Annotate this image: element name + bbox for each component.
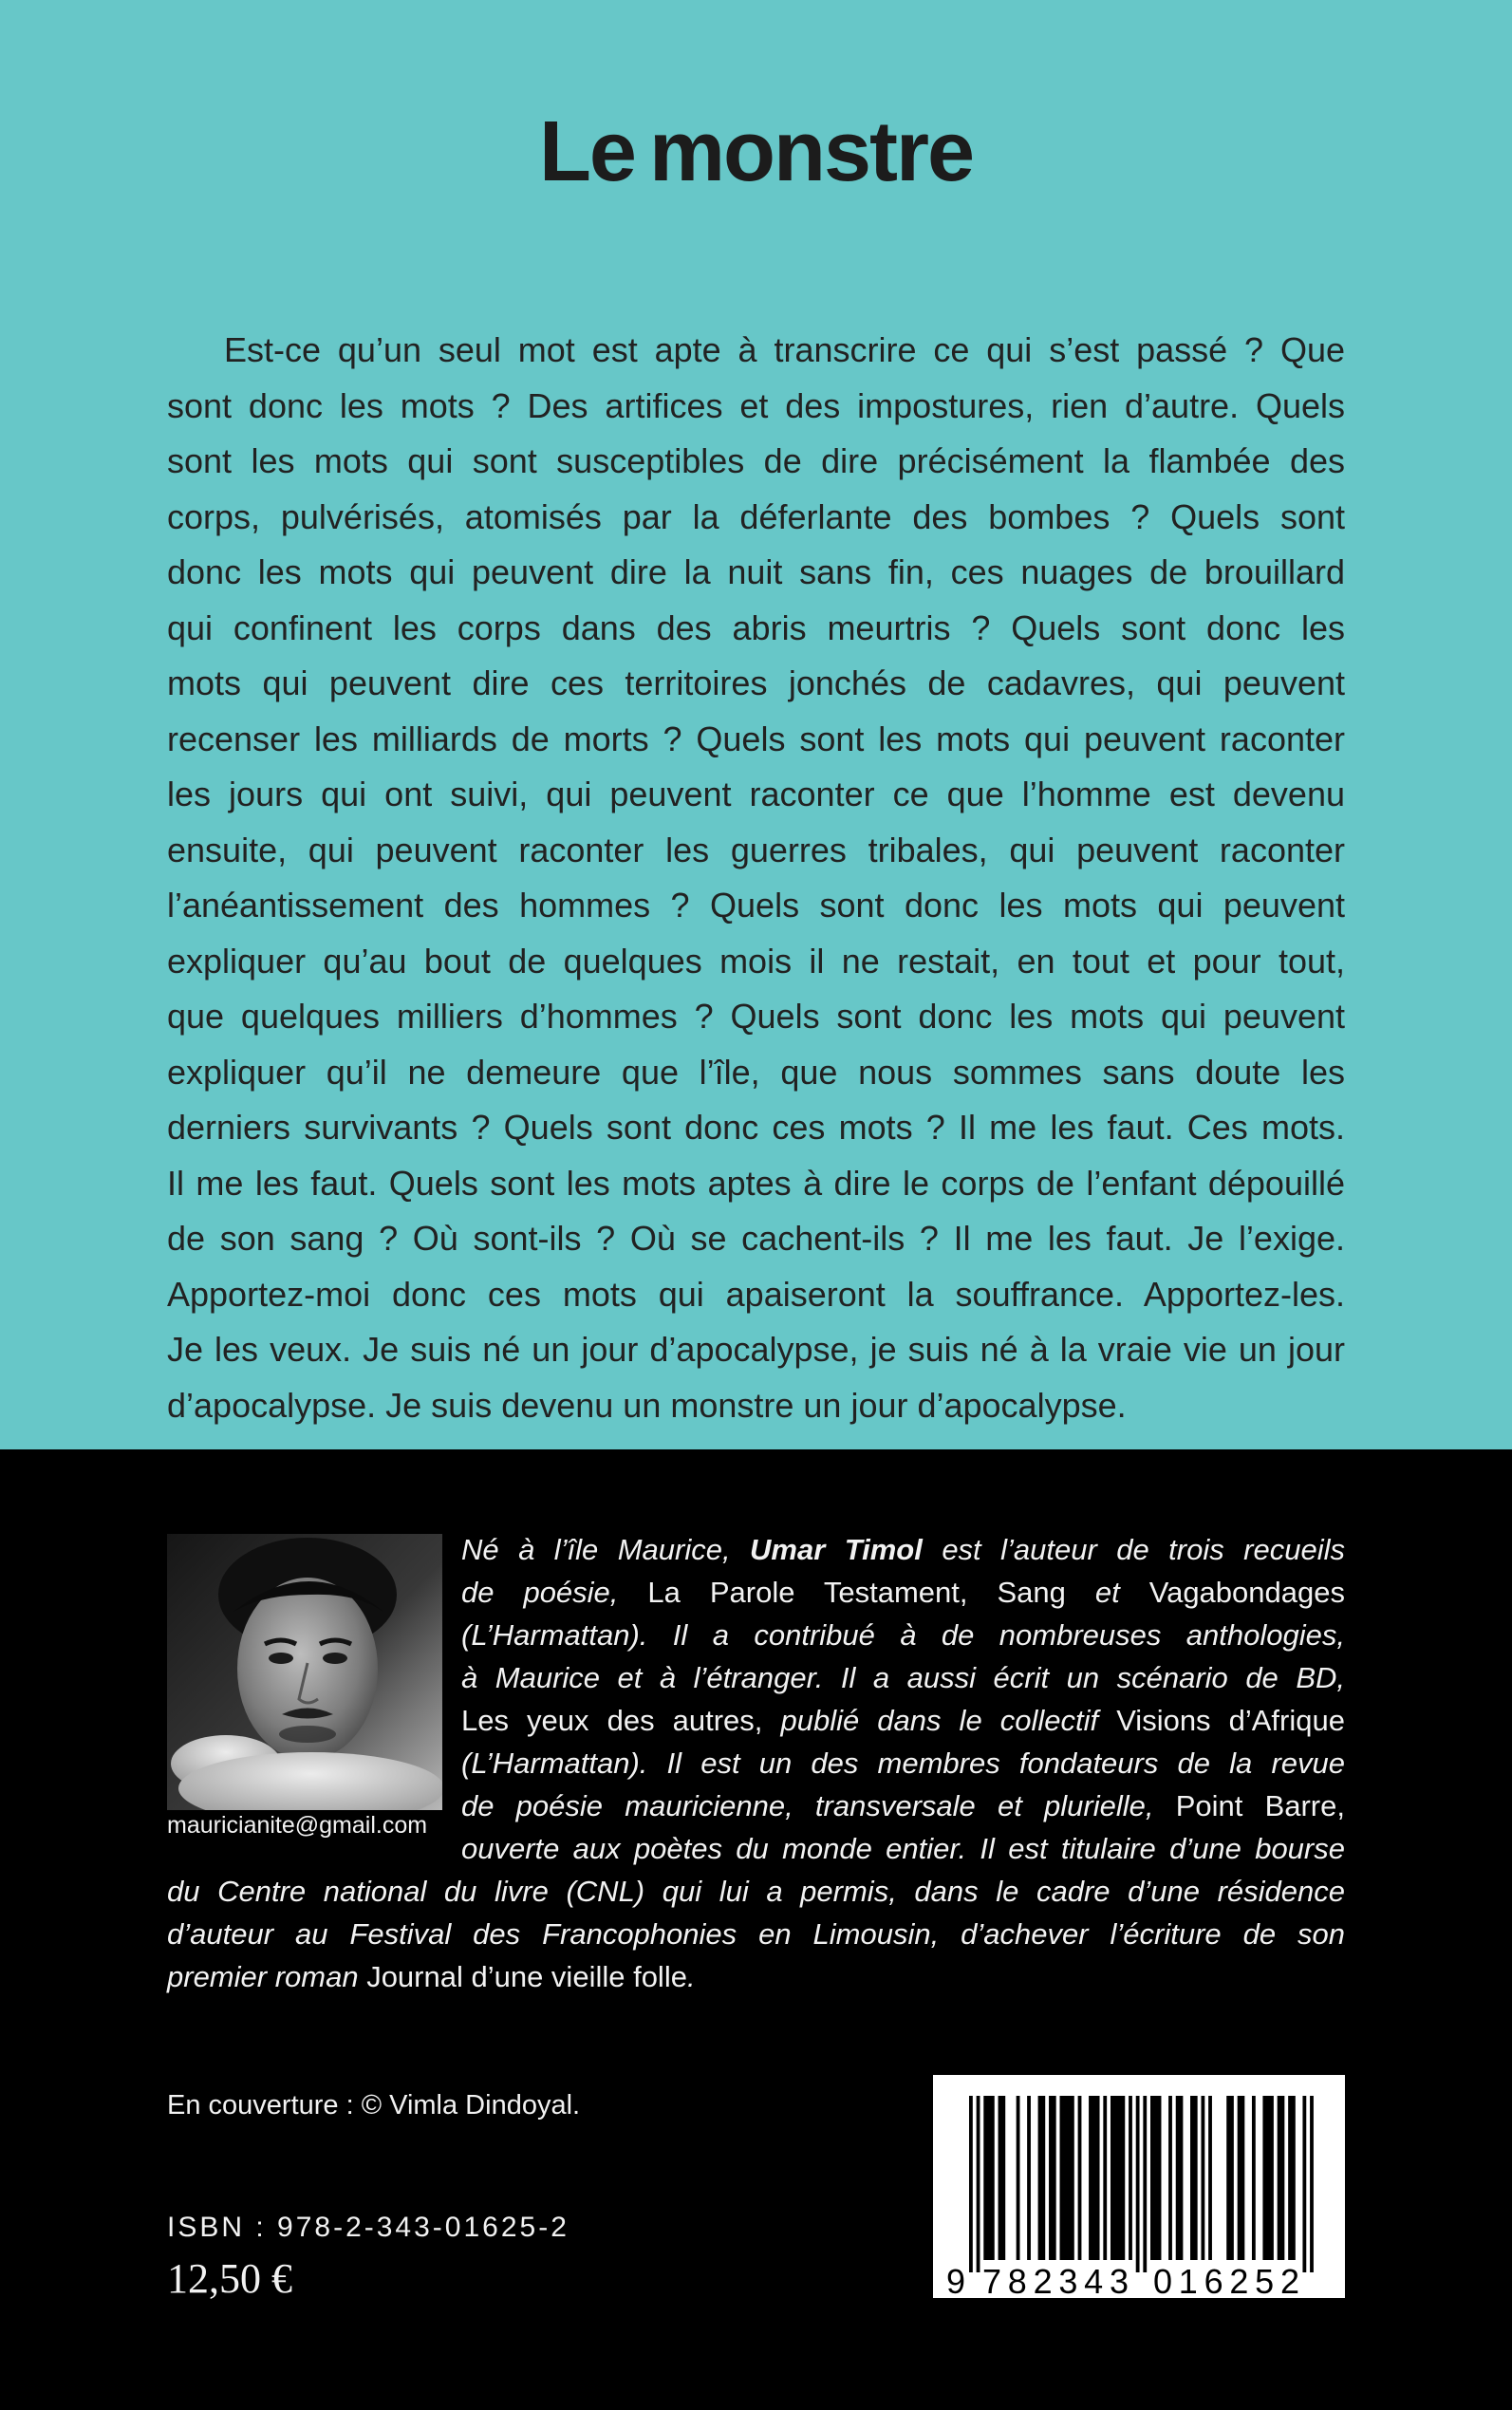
blurb-line: l’anéantissement des hommes ? Quels sont donc les mots qui peuvent — [167, 886, 1345, 925]
blurb-line: qui confinent les corps dans des abris meurtris ? Quels sont donc les — [167, 607, 1345, 647]
blurb-line: de son sang ? Où sont-ils ? Où se cachent-ils ? Il me les faut. Je l’exige. — [167, 1219, 1345, 1258]
bio-text: d’auteur au Festival des Francophonies en Limousin, d’achever l’écriture de son — [167, 1917, 1345, 1951]
blurb-line: Il me les faut. Quels sont les mots aptes à dire le corps de l’enfant dépouillé — [167, 1163, 1345, 1203]
bio-text: publié dans le collectif — [780, 1704, 1099, 1737]
bio-line — [461, 1742, 1345, 1784]
barcode-bar — [1049, 2096, 1056, 2260]
blurb-line: corps, pulvérisés, atomisés par la déferlante des bombes ? Quels sont — [167, 496, 1345, 536]
author-bio — [167, 1528, 1345, 1998]
bio-text: ouverte aux poètes du monde entier. Il est titulaire d’une bourse — [461, 1832, 1345, 1865]
bio-text: (L’Harmattan). Il est un des membres fondateurs de la revue — [461, 1747, 1345, 1780]
book-title: Vagabondages — [1148, 1576, 1345, 1609]
barcode-bar — [1150, 2096, 1161, 2260]
barcode-bar — [1208, 2096, 1212, 2260]
bio-line — [167, 1870, 1345, 1913]
bio-text: (L’Harmattan). Il a contribué à de nombreuses anthologies, — [461, 1618, 1345, 1652]
blurb-paragraph — [167, 323, 1345, 1433]
review-title: Point Barre, — [1175, 1789, 1345, 1822]
isbn: ISBN : 978-2-343-01625-2 — [167, 2212, 569, 2243]
barcode-bar — [1017, 2096, 1020, 2260]
blurb-line: sont les mots qui sont susceptibles de dire précisément la flambée des — [167, 441, 1345, 480]
barcode-bar — [1262, 2096, 1273, 2260]
barcode-bar — [1027, 2096, 1031, 2260]
blurb-line: mots qui peuvent dire ces territoires jonchés de cadavres, qui peuvent — [167, 663, 1345, 702]
bio-text: de poésie mauricienne, transversale et plurielle, — [461, 1789, 1154, 1822]
book-title: Les yeux des autres, — [461, 1704, 763, 1737]
blurb-line: recenser les milliards de morts ? Quels sont les mots qui peuvent raconter — [167, 719, 1345, 758]
book-title: La Parole Testament, Sang — [647, 1576, 1066, 1609]
bio-line — [461, 1571, 1345, 1614]
blurb-line: ensuite, qui peuvent raconter les guerres tribales, qui peuvent raconter — [167, 830, 1345, 869]
barcode-guard-bar — [1310, 2096, 1314, 2272]
blurb-line: Je les veux. Je suis né un jour d’apocalypse, je suis né à la vraie vie un jour — [167, 1330, 1345, 1369]
book-title: Visions d’Afrique — [1116, 1704, 1345, 1737]
barcode-bar — [1078, 2096, 1082, 2260]
cover-credit: En couverture : © Vimla Dindoyal. — [167, 2090, 581, 2120]
barcode-bar — [983, 2096, 994, 2260]
bio-line — [461, 1699, 1345, 1742]
bio-text: de poésie, — [461, 1576, 619, 1609]
blurb-line: expliquer qu’il ne demeure que l’île, que nous sommes sans doute les — [167, 1052, 1345, 1092]
blurb-line: sont donc les mots ? Des artifices et des impostures, rien d’autre. Quels — [167, 385, 1345, 425]
bio-line — [167, 1913, 1345, 1955]
bio-line — [167, 1955, 1345, 1998]
bio-text: du Centre national du livre (CNL) qui lui a permis, dans le cadre d’une résidence — [167, 1875, 1345, 1908]
blurb-line: derniers survivants ? Quels sont donc ces mots ? Il me les faut. Ces mots. — [167, 1108, 1345, 1147]
bio-text: Né à l’île Maurice, — [461, 1533, 731, 1566]
author-name: Umar Timol — [750, 1533, 923, 1566]
bio-text: premier roman — [167, 1960, 359, 1993]
barcode-guard-bar — [1143, 2096, 1147, 2272]
barcode-bar — [1089, 2096, 1099, 2260]
blurb-line: Est-ce qu’un seul mot est apte à transcrire ce qui s’est passé ? Que — [224, 330, 1345, 369]
barcode-guard-bar — [969, 2096, 973, 2272]
bio-line — [461, 1827, 1345, 1870]
blurb-line: donc les mots qui peuvent dire la nuit sans fin, ces nuages de brouillard — [167, 552, 1345, 591]
price: 12,50 € — [167, 2255, 292, 2302]
barcode-bar — [1168, 2096, 1172, 2260]
blurb-line: que quelques milliers d’hommes ? Quels sont donc les mots qui peuvent — [167, 997, 1345, 1036]
bio-line — [461, 1528, 1345, 1571]
barcode-right-digits: 016252 — [1153, 2262, 1299, 2298]
bio-line — [461, 1614, 1345, 1656]
barcode-bar — [1038, 2096, 1046, 2260]
barcode-left-digits: 782343 — [982, 2262, 1129, 2298]
barcode-bar — [1201, 2096, 1204, 2260]
blurb-line: expliquer qu’au bout de quelques mois il ne restait, en tout et pour tout, — [167, 941, 1345, 981]
barcode-bar — [1176, 2096, 1184, 2260]
bio-text: . — [686, 1960, 696, 1993]
barcode-bar — [1129, 2096, 1132, 2260]
barcode — [933, 2075, 1345, 2298]
blurb-line: d’apocalypse. Je suis devenu un monstre un jour d’apocalypse. — [167, 1385, 1127, 1425]
cover-title: Le monstre — [538, 104, 974, 199]
barcode-bar — [1190, 2096, 1198, 2260]
barcode-guard-bar — [1136, 2096, 1140, 2272]
barcode-bar — [1278, 2096, 1285, 2260]
book-title: Journal d’une vieille folle — [366, 1960, 687, 1993]
blurb-line: les jours qui ont suivi, qui peuvent raconter ce que l’homme est devenu — [167, 775, 1345, 813]
barcode-bar — [1103, 2096, 1107, 2260]
barcode-bar — [1060, 2096, 1074, 2260]
bio-line — [461, 1784, 1345, 1827]
blurb-line: Apportez-moi donc ces mots qui apaiseront la souffrance. Apportez-les. — [167, 1274, 1345, 1314]
barcode-guard-bar — [977, 2096, 980, 2272]
barcode-guard-bar — [1302, 2096, 1306, 2272]
bio-text: à Maurice et à l’étranger. Il a aussi écrit un scénario de BD, — [461, 1661, 1345, 1694]
barcode-bar — [999, 2096, 1006, 2260]
barcode-bar — [1252, 2096, 1256, 2260]
barcode-bar — [1111, 2096, 1125, 2260]
author-email: mauricianite@gmail.com — [167, 1812, 428, 1839]
barcode-bar — [1226, 2096, 1234, 2260]
barcode-bar — [1238, 2096, 1245, 2260]
bio-text: et — [1094, 1576, 1120, 1609]
bio-line — [461, 1656, 1345, 1699]
barcode-first-digit: 9 — [946, 2262, 966, 2298]
barcode-bar — [1288, 2096, 1296, 2260]
bio-text: est l’auteur de trois recueils — [942, 1533, 1345, 1566]
